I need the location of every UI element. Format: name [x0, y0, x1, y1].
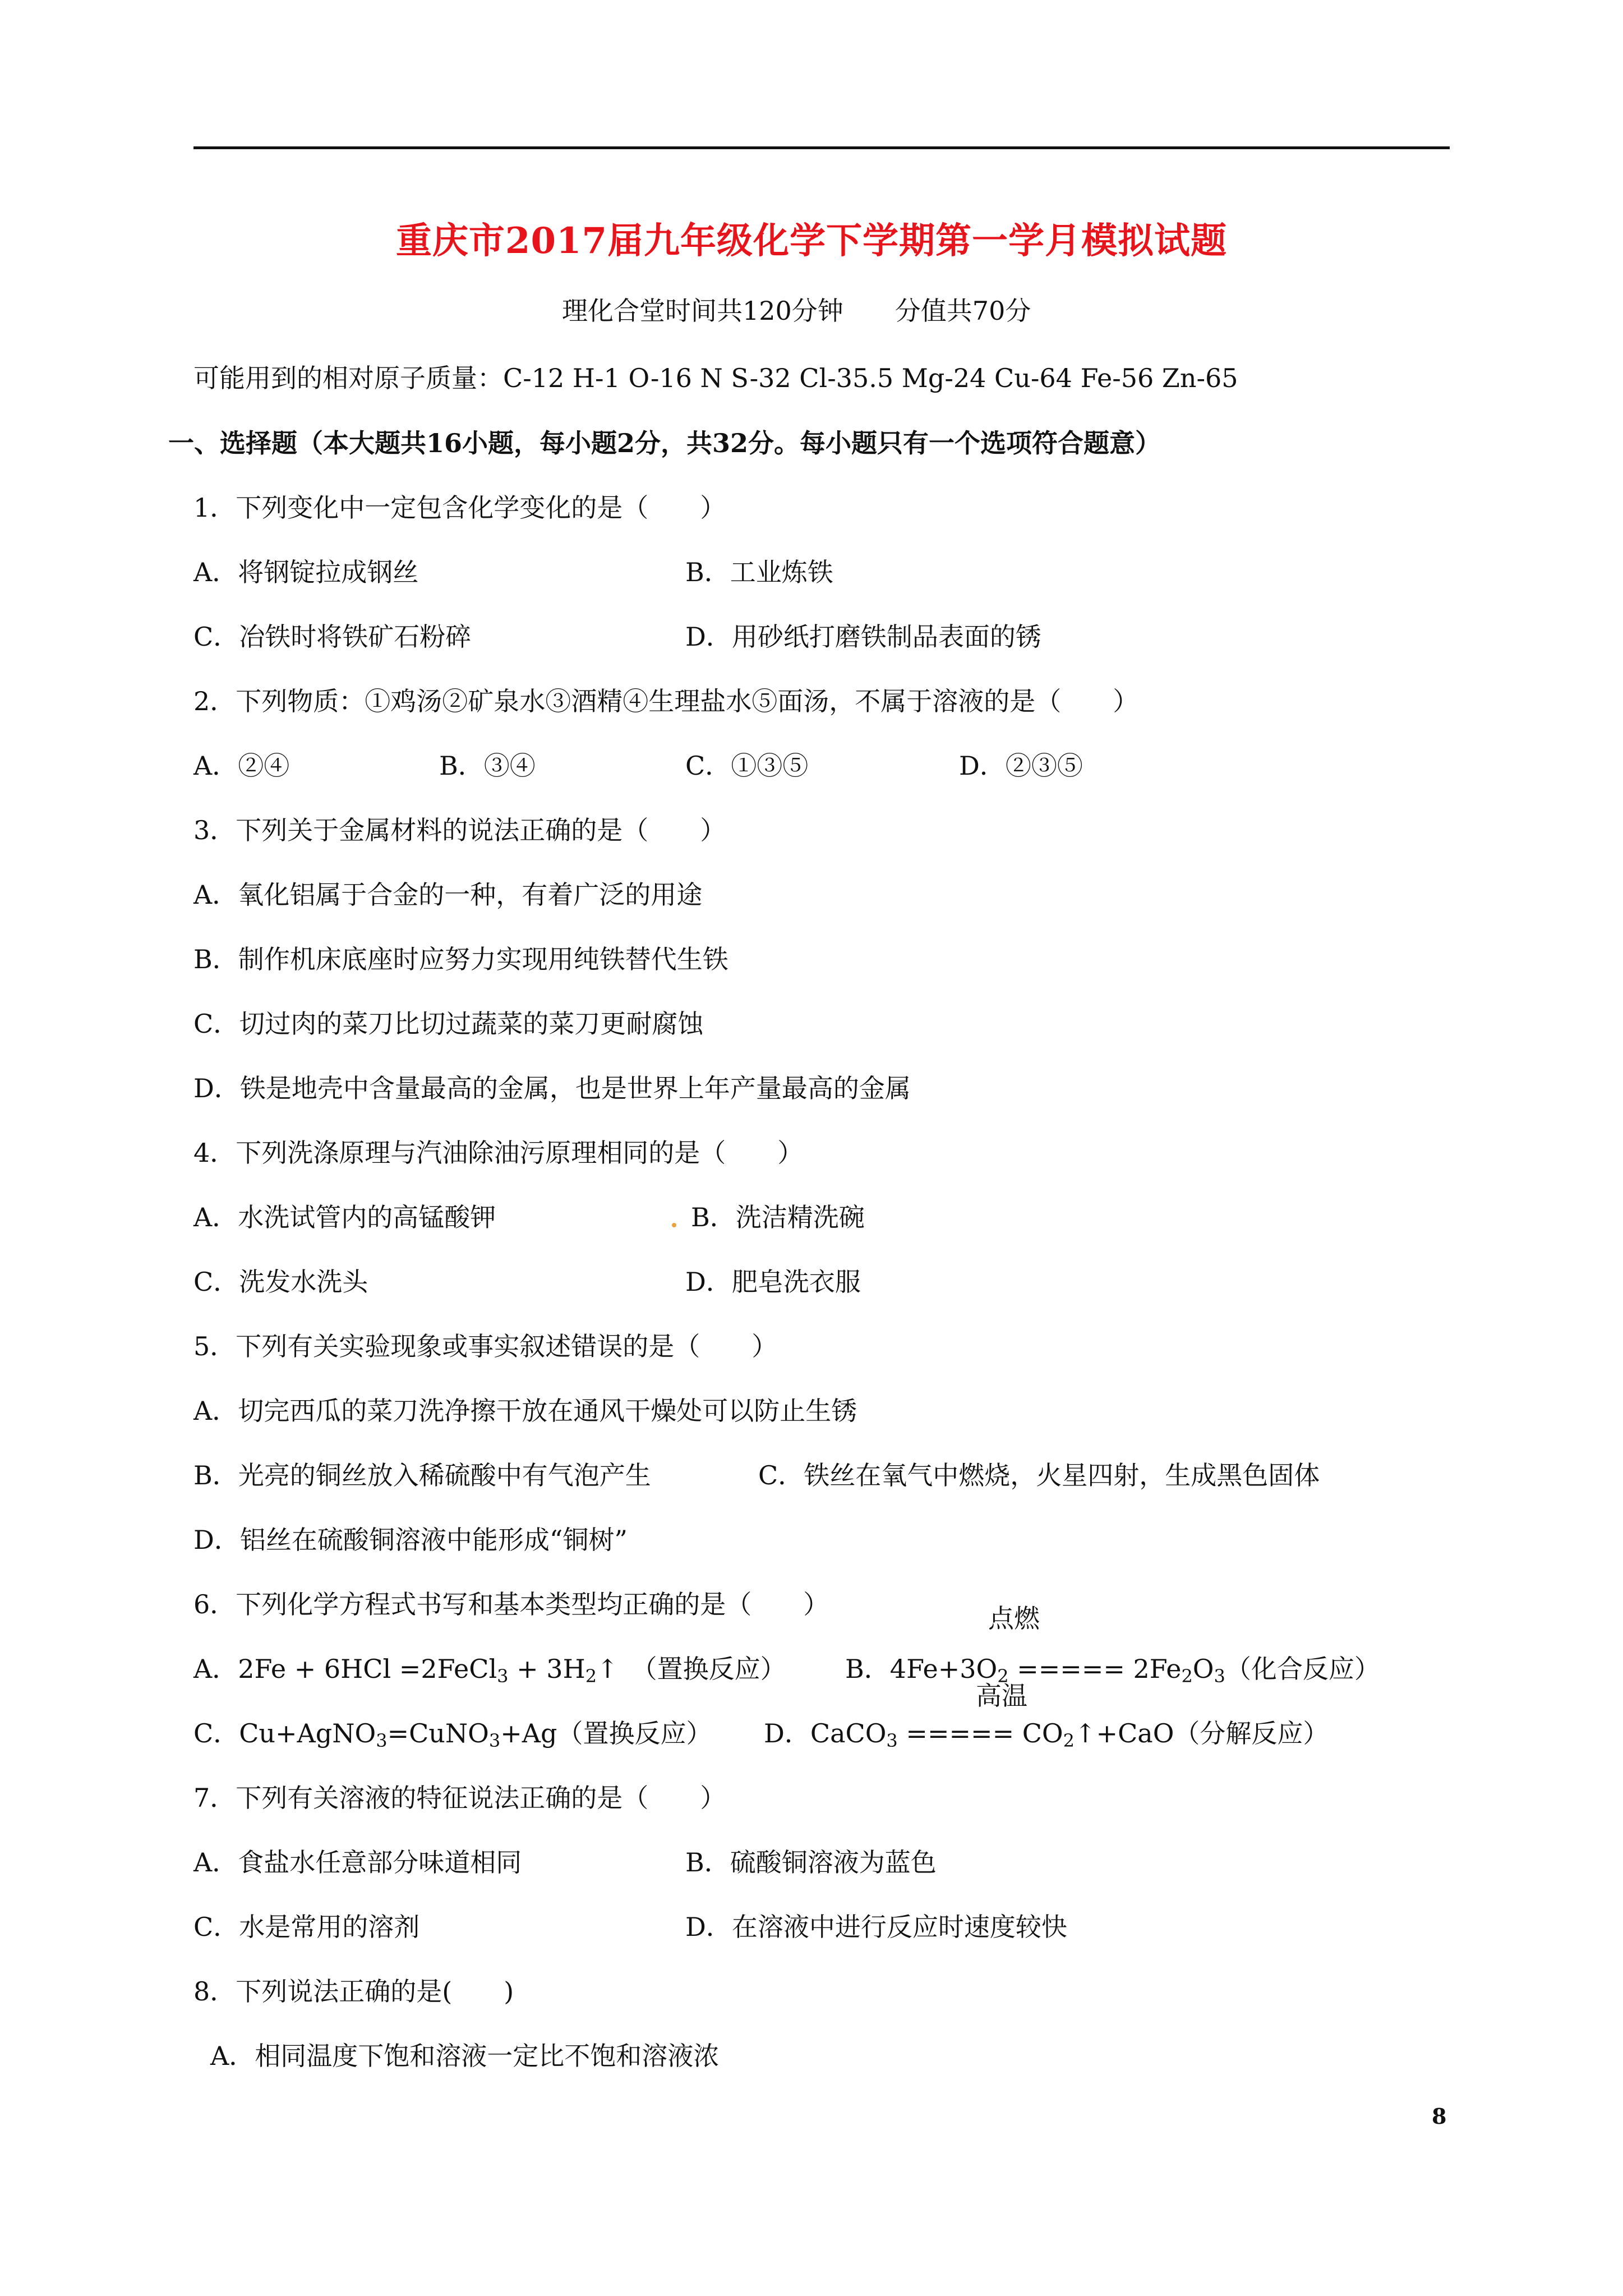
q1-option-a: A．将钢锭拉成钢丝 [193, 557, 419, 587]
page-number: 8 [1432, 2104, 1447, 2129]
section-heading: 一、选择题（本大题共16小题，每小题2分，共32分。每小题只有一个选项符合题意） [168, 428, 1161, 458]
q3-option-b: B．制作机床底座时应努力实现用纯铁替代生铁 [193, 944, 728, 974]
atomic-masses: 可能用到的相对原子质量：C-12 H-1 O-16 N S-32 Cl-35.5 Mg-24 Cu-64 Fe-56 Zn-65 [193, 363, 1238, 393]
q1-option-b: B．工业炼铁 [685, 557, 833, 587]
q4-option-b: B．洗洁精洗碗 [691, 1202, 865, 1232]
question-2-stem: 2．下列物质：①鸡汤②矿泉水③酒精④生理盐水⑤面汤，不属于溶液的是（ ） [193, 686, 1139, 716]
q8-option-a: A．相同温度下饱和溶液一定比不饱和溶液浓 [210, 2041, 720, 2071]
question-3-stem: 3．下列关于金属材料的说法正确的是（ ） [193, 815, 726, 845]
condition-ignite: 点燃 [988, 1603, 1040, 1634]
q5-option-c: C．铁丝在氧气中燃烧，火星四射，生成黑色固体 [758, 1460, 1320, 1490]
q6-option-a: A．2Fe + 6HCl =2FeCl$_3$ + $3H_2↑$ （置换反应） [193, 1654, 786, 1687]
condition-high-temp: 高温 [976, 1681, 1027, 1711]
q3-option-c: C．切过肉的菜刀比切过蔬菜的菜刀更耐腐蚀 [193, 1009, 704, 1039]
question-6-stem: 6．下列化学方程式书写和基本类型均正确的是（ ） [193, 1589, 829, 1619]
q5-option-d: D．铝丝在硫酸铜溶液中能形成“铜树” [193, 1525, 628, 1555]
q4-option-d: D．肥皂洗衣服 [685, 1267, 861, 1297]
q6-option-b: B．$4Fe+3O_2$ ===== $2Fe_2O_3$（化合反应） [845, 1654, 1380, 1687]
q4-option-a: A．水洗试管内的高锰酸钾 [193, 1202, 496, 1232]
question-8-stem: 8．下列说法正确的是( ) [193, 1976, 514, 2007]
q4-option-c: C．洗发水洗头 [193, 1267, 368, 1297]
decorative-dot [672, 1223, 676, 1227]
q6-option-d: D．CaCO$_3$ ===== $CO_2↑+CaO$（分解反应） [764, 1718, 1329, 1751]
question-5-stem: 5．下列有关实验现象或事实叙述错误的是（ ） [193, 1331, 778, 1361]
q5-option-a: A．切完西瓜的菜刀洗净擦干放在通风干燥处可以防止生锈 [193, 1396, 857, 1426]
q3-option-a: A．氧化铝属于合金的一种，有着广泛的用途 [193, 880, 703, 910]
q2-option-c: C．①③⑤ [685, 751, 809, 781]
q2-option-b: B．③④ [439, 751, 536, 781]
page-title: 重庆市2017届九年级化学下学期第一学月模拟试题 [395, 220, 1228, 262]
q7-option-b: B．硫酸铜溶液为蓝色 [685, 1847, 937, 1878]
q7-option-a: A．食盐水任意部分味道相同 [193, 1847, 522, 1878]
q2-option-a: A．②④ [193, 751, 290, 781]
question-1-stem: 1．下列变化中一定包含化学变化的是（ ） [193, 493, 726, 523]
question-4-stem: 4．下列洗涤原理与汽油除油污原理相同的是（ ） [193, 1138, 804, 1168]
q1-option-d: D．用砂纸打磨铁制品表面的锈 [685, 622, 1041, 652]
q7-option-c: C．水是常用的溶剂 [193, 1912, 420, 1942]
q5-option-b: B．光亮的铜丝放入稀硫酸中有气泡产生 [193, 1460, 651, 1490]
question-7-stem: 7．下列有关溶液的特征说法正确的是（ ） [193, 1783, 726, 1813]
q2-option-d: D．②③⑤ [959, 751, 1083, 781]
q7-option-d: D．在溶液中进行反应时速度较快 [685, 1912, 1067, 1942]
header-rule [193, 146, 1450, 149]
q3-option-d: D．铁是地壳中含量最高的金属，也是世界上年产量最高的金属 [193, 1073, 911, 1103]
q6-option-c: C．Cu+AgNO$_3$=CuNO$_3$+Ag（置换反应） [193, 1718, 712, 1751]
time-note: 理化合堂时间共120分钟 分值共70分 [562, 296, 1031, 326]
q1-option-c: C．冶铁时将铁矿石粉碎 [193, 622, 472, 652]
